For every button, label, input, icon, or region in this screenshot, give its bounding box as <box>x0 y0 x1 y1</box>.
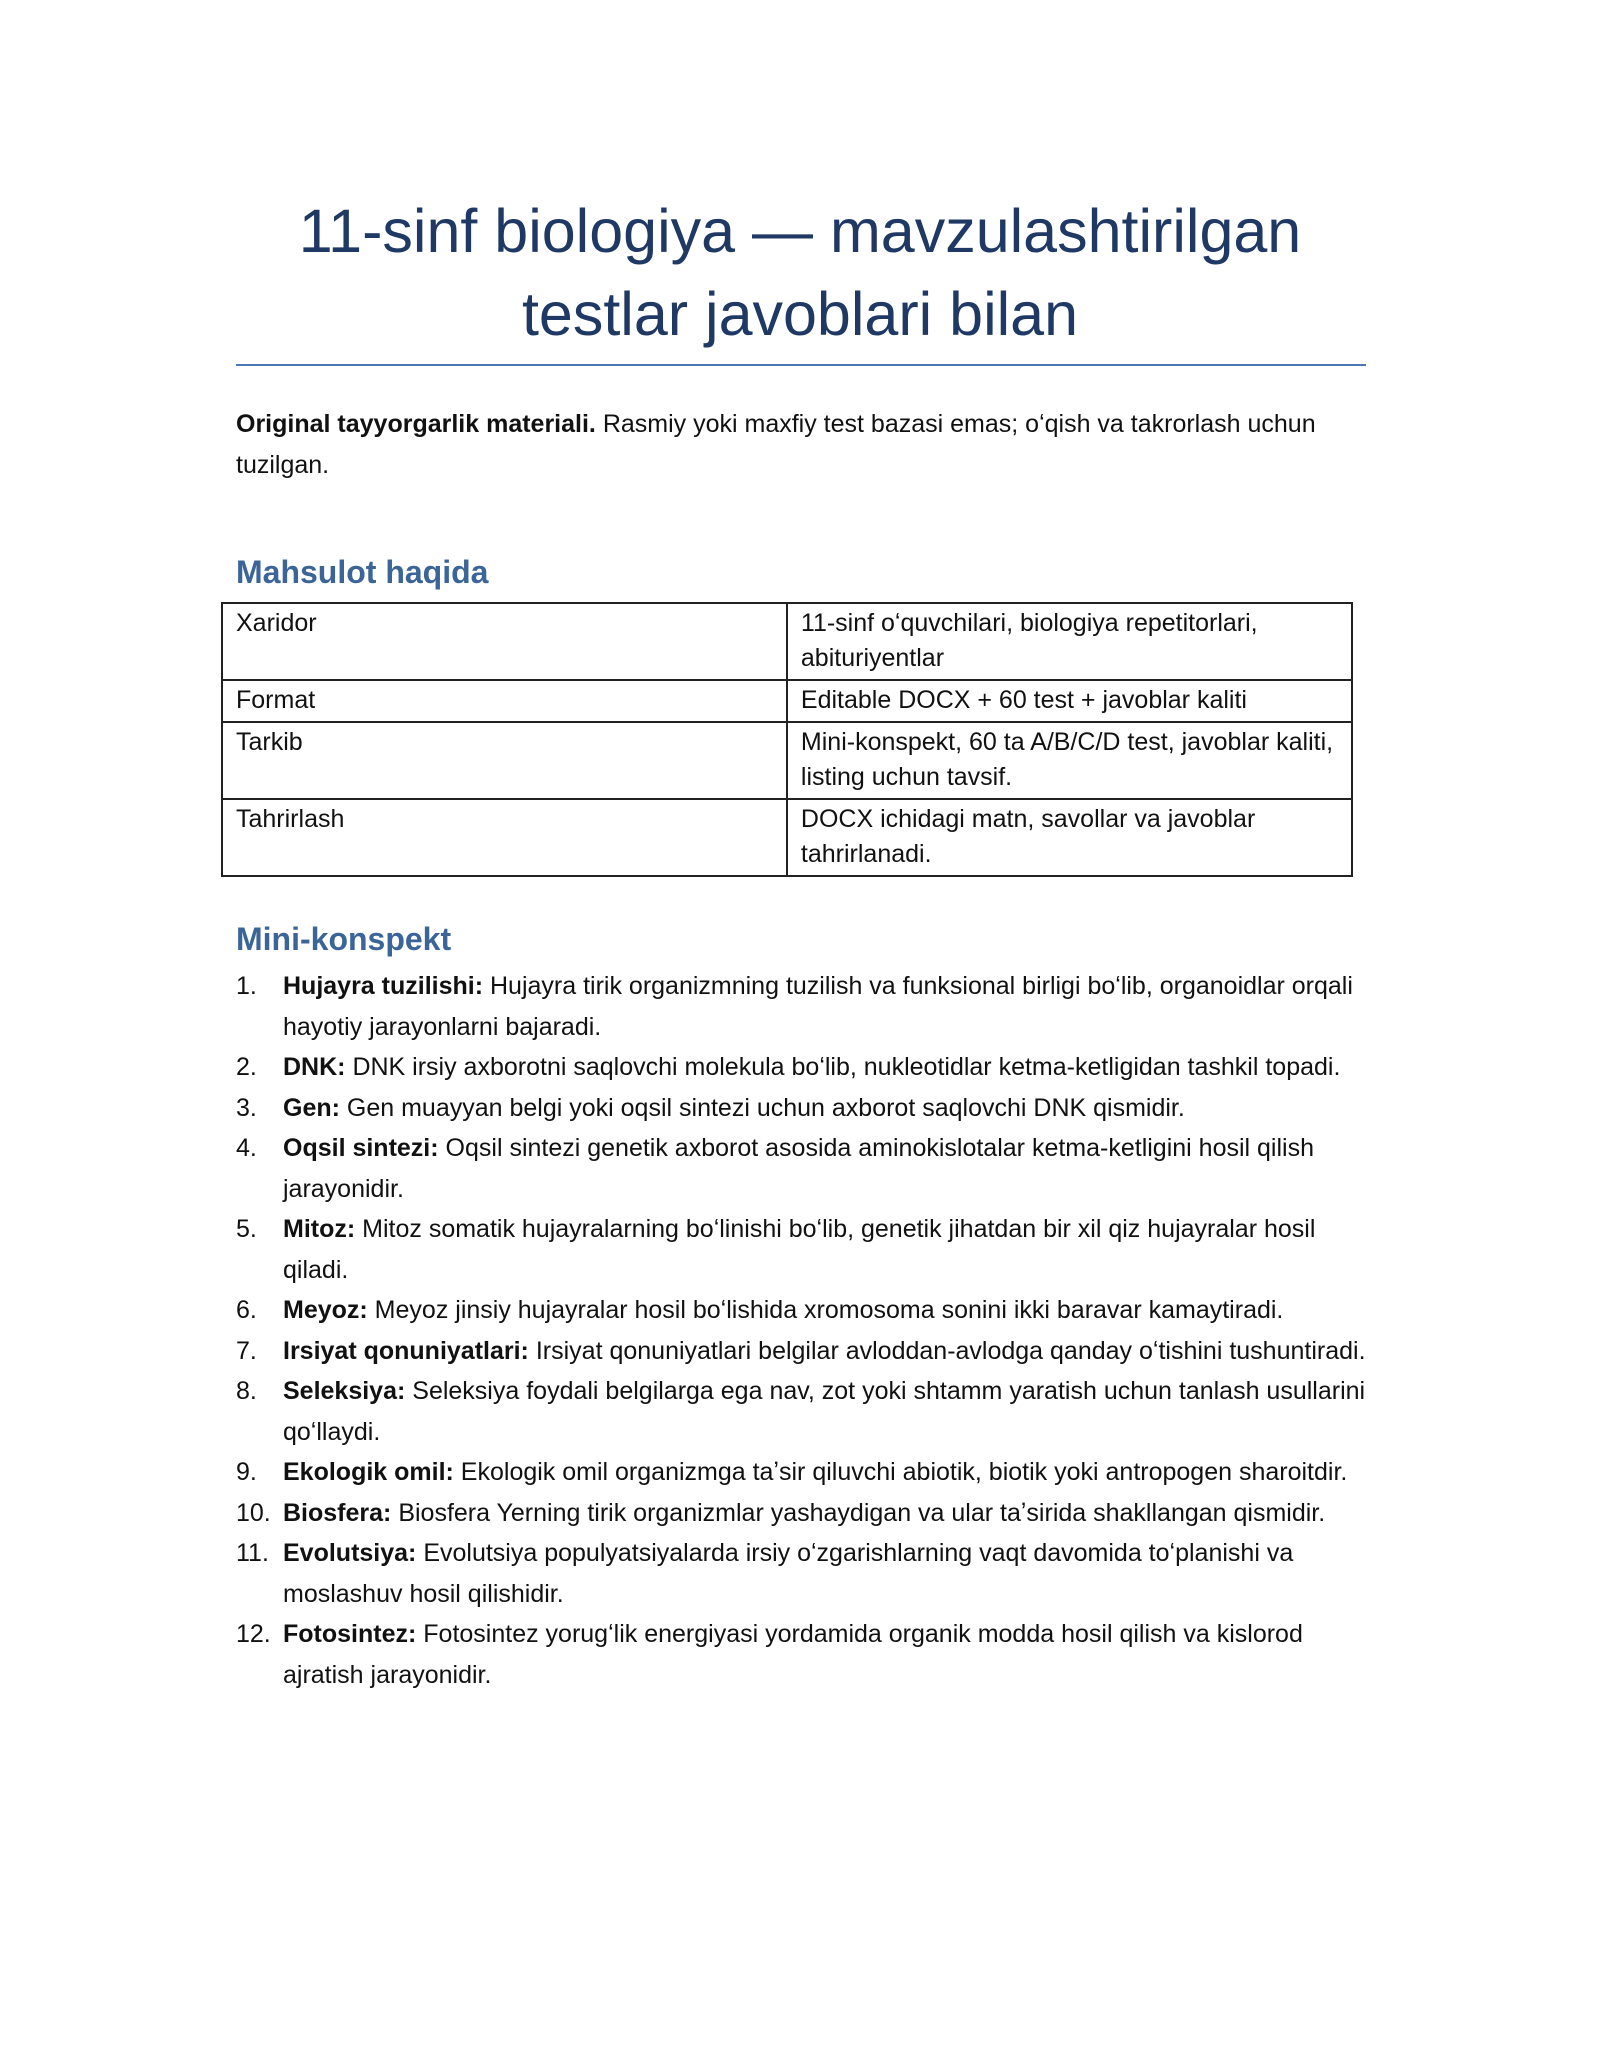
list-item-text: Irsiyat qonuniyatlari belgilar avloddan-avlodga qanday oʻtishini tushuntiradi. <box>528 1336 1366 1365</box>
list-item-text: Seleksiya foydali belgilarga ega nav, zot yoki shtamm yaratish uchun tanlash usullarini qoʻllaydi. <box>283 1377 1366 1446</box>
list-item-text: DNK irsiy axborotni saqlovchi molekula boʻlib, nukleotidlar ketma-ketligidan tashkil topadi. <box>345 1053 1341 1081</box>
product-info-table <box>221 602 1353 877</box>
konspekt-heading: Mini-konspekt <box>236 921 452 957</box>
table-cell-value: 11-sinf oʻquvchilari, biologiya repetitorlari, abituriyentlar <box>787 603 1352 680</box>
list-item-number: 10. <box>236 1498 271 1527</box>
list-item <box>236 1088 1376 1129</box>
list-item <box>236 1047 1376 1088</box>
table-row <box>222 603 1352 680</box>
title-divider <box>236 364 1366 366</box>
list-item-number: 3. <box>236 1093 257 1122</box>
list-item-number: 7. <box>236 1336 257 1365</box>
table-cell-value: Editable DOCX + 60 test + javoblar kaliti <box>787 680 1352 722</box>
intro-text: Rasmiy yoki maxfiy test bazasi emas; oʻqish va takrorlash uchun tuzilgan. <box>236 410 1316 479</box>
list-item-text: Oqsil sintezi genetik axborot asosida aminokislotalar ketma-ketligini hosil qilish jarayonidir. <box>283 1134 1314 1203</box>
table-cell-key: Tarkib <box>222 722 787 799</box>
list-item-text: Mitoz somatik hujayralarning boʻlinishi boʻlib, genetik jihatdan bir xil qiz hujayralar hosil qiladi. <box>283 1215 1316 1284</box>
list-item-text: Hujayra tirik organizmning tuzilish va funksional birligi boʻlib, organoidlar orqali hayotiy jarayonlarni bajaradi. <box>283 972 1353 1041</box>
intro-paragraph <box>236 404 1366 486</box>
list-item-number: 2. <box>236 1053 257 1081</box>
list-item-term: Mitoz: <box>283 1215 356 1243</box>
table-cell-key: Xaridor <box>222 603 787 680</box>
product-heading: Mahsulot haqida <box>236 554 489 590</box>
list-item-term: Fotosintez: <box>283 1620 417 1648</box>
list-item-number: 12. <box>236 1620 271 1648</box>
list-item <box>236 1128 1376 1209</box>
list-item <box>236 1209 1376 1290</box>
table-cell-value: DOCX ichidagi matn, savollar va javoblar tahrirlanadi. <box>787 799 1352 876</box>
list-item-text: Ekologik omil organizmga taʼsir qiluvchi abiotik, biotik yoki antropogen sharoitdir. <box>453 1458 1348 1486</box>
list-item-text: Fotosintez yorugʻlik energiyasi yordamida organik modda hosil qilish va kislorod ajratish jarayonidir. <box>283 1620 1303 1689</box>
list-item-number: 4. <box>236 1134 257 1162</box>
table-row <box>222 799 1352 876</box>
table-cell-key: Tahrirlash <box>222 799 787 876</box>
list-item-term: Ekologik omil: <box>283 1458 454 1486</box>
list-item-term: Oqsil sintezi: <box>283 1134 439 1162</box>
list-item-number: 8. <box>236 1377 257 1405</box>
list-item-number: 1. <box>236 972 257 1000</box>
konspekt-list <box>236 966 1376 1695</box>
list-item-term: Gen: <box>283 1093 340 1122</box>
table-cell-value: Mini-konspekt, 60 ta A/B/C/D test, javoblar kaliti, listing uchun tavsif. <box>787 722 1352 799</box>
table-row <box>222 722 1352 799</box>
list-item-term: Seleksiya: <box>283 1377 406 1405</box>
list-item-term: Hujayra tuzilishi: <box>283 972 484 1000</box>
list-item <box>236 1533 1376 1614</box>
list-item-term: Evolutsiya: <box>283 1539 417 1567</box>
table-row <box>222 680 1352 722</box>
list-item <box>236 1493 1376 1534</box>
list-item-number: 6. <box>236 1296 257 1324</box>
list-item-term: Meyoz: <box>283 1296 368 1324</box>
list-item-text: Meyoz jinsiy hujayralar hosil boʻlishida xromosoma sonini ikki baravar kamaytiradi. <box>367 1296 1284 1324</box>
page-title: 11-sinf biologiya — mavzulashtirilgan testlar javoblari bilan <box>298 197 1302 348</box>
list-item-text: Biosfera Yerning tirik organizmlar yashaydigan va ular taʼsirida shakllangan qismidir. <box>391 1498 1326 1527</box>
list-item-term: Biosfera: <box>283 1498 392 1527</box>
list-item-number: 11. <box>236 1539 269 1567</box>
list-item <box>236 1614 1376 1695</box>
list-item <box>236 1452 1376 1493</box>
list-item-number: 9. <box>236 1458 257 1486</box>
list-item-text: Evolutsiya populyatsiyalarda irsiy oʻzgarishlarning vaqt davomida toʻplanishi va moslashuv hosil qilishidir. <box>283 1539 1294 1608</box>
intro-bold-lead: Original tayyorgarlik materiali. <box>236 410 596 438</box>
list-item-text: Gen muayyan belgi yoki oqsil sintezi uchun axborot saqlovchi DNK qismidir. <box>339 1093 1185 1122</box>
list-item <box>236 966 1376 1047</box>
list-item-number: 5. <box>236 1215 257 1243</box>
list-item-term: Irsiyat qonuniyatlari: <box>283 1336 529 1365</box>
list-item <box>236 1290 1376 1331</box>
list-item-term: DNK: <box>283 1053 346 1081</box>
list-item <box>236 1331 1376 1372</box>
list-item <box>236 1371 1376 1452</box>
table-cell-key: Format <box>222 680 787 722</box>
